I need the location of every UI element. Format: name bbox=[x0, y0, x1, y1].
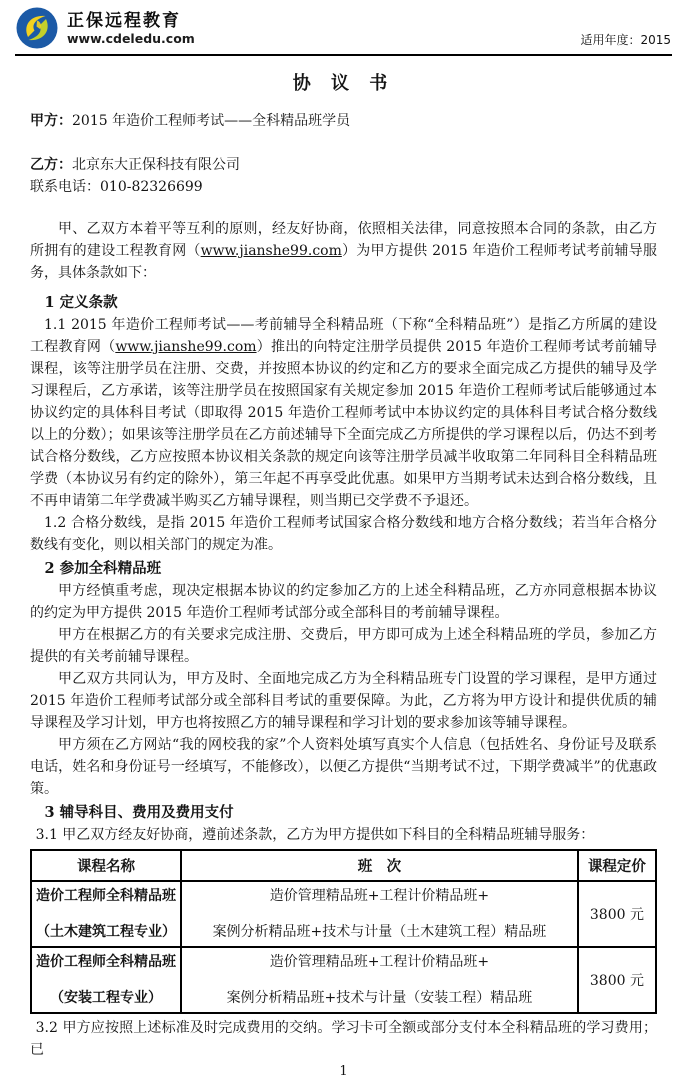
fee-table bbox=[30, 849, 657, 1014]
brand-url: www.cdeledu.com bbox=[67, 30, 195, 46]
column-header-course: 课程名称 bbox=[31, 850, 181, 881]
party-a-value: 2015 年造价工程师考试——全科精品班学员 bbox=[72, 113, 351, 129]
class-detail-line2: 案例分析精品班+技术与计量（安装工程）精品班 bbox=[226, 990, 533, 1006]
brand-block bbox=[16, 7, 195, 49]
table-row bbox=[31, 947, 656, 1013]
party-b-value: 北京东大正保科技有限公司 bbox=[72, 157, 240, 173]
clause-1-1 bbox=[30, 314, 657, 512]
column-header-class: 班 次 bbox=[181, 850, 578, 881]
page-header bbox=[15, 7, 672, 56]
class-detail-line1: 造价管理精品班+工程计价精品班+ bbox=[269, 954, 490, 970]
course-name-line2: （安装工程专业） bbox=[50, 990, 162, 1006]
clause-1-1-text-after: ）推出的向特定注册学员提供 2015 年造价工程师考试考前辅导课程，该等注册学员在注册、交费，并按照本协议的约定和乙方的要求全面完成乙方提供的辅导及学习课程后，乙方承诺，该等注册学员在按照国家有关规定参加 2015 年造价工程师考试后能够通过本协议约定的具体科目考试（即取得 2015 年造价工程师考试中本协议约定的具体科目考试合格分数线以上的分数）；如果该等注册学员在乙方前述辅导下全面完成乙方所提供的学习课程以后，仍达不到考试合格分数线，乙方应按照本协议相关条款的规定向该等注册学员减半收取第二年同科目全科精品班学费（本协议另有约定的除外），第三年起不再享受此优惠。如果甲方当期考试未达到合格分数线，且不再申请第二年学费减半购买乙方辅导课程，则当期已交学费不予退还。 bbox=[30, 339, 658, 509]
party-a-line bbox=[30, 110, 657, 132]
section-3-heading: 3 辅导科目、费用及费用支付 bbox=[44, 804, 234, 821]
table-row bbox=[31, 881, 656, 947]
phone-value: 010-82326699 bbox=[100, 179, 203, 195]
jianshe99-link-2[interactable]: www.jianshe99.com bbox=[115, 339, 257, 355]
clause-1-1-text-before: 1.1 2015 年造价工程师考试——考前辅导全科精品班（下称“全科精品班”）是指乙方所属的建设工程教育网（ bbox=[30, 317, 657, 355]
class-detail-line1: 造价管理精品班+工程计价精品班+ bbox=[269, 888, 490, 904]
class-detail-line2: 案例分析精品班+技术与计量（土木建筑工程）精品班 bbox=[212, 924, 547, 940]
brand-logo-icon bbox=[16, 7, 58, 49]
party-a-label: 甲方： bbox=[30, 113, 72, 129]
section-2-paragraph-4: 甲方须在乙方网站“我的网校我的家”个人资料处填写真实个人信息（包括姓名、身份证号及联系电话，姓名和身份证号一经填写，不能修改），以便乙方提供“当期考试不过，下期学费减半”的优惠政策。 bbox=[30, 737, 657, 797]
intro-text-after: ）为甲方提供 2015 年造价工程师考试考前辅导服务，具体条款如下： bbox=[30, 243, 658, 281]
contact-phone-line bbox=[30, 176, 657, 198]
course-name-line1: 造价工程师全科精品班 bbox=[36, 888, 176, 904]
jianshe99-link[interactable]: www.jianshe99.com bbox=[200, 243, 342, 259]
intro-text-before: 甲、乙双方本着平等互利的原则，经友好协商，依照相关法律，同意按照本合同的条款，由乙方所拥有的建设工程教育网（ bbox=[30, 221, 657, 259]
section-2-paragraph-1: 甲方经慎重考虑，现决定根据本协议的约定参加乙方的上述全科精品班，乙方亦同意根据本协议的约定为甲方提供 2015 年造价工程师考试部分或全部科目的考前辅导课程。 bbox=[30, 583, 657, 621]
page-title: 协 议 书 bbox=[292, 73, 395, 94]
intro-paragraph bbox=[30, 218, 657, 284]
course-price: 3800 元 bbox=[578, 881, 656, 947]
party-b-line bbox=[30, 154, 657, 176]
section-2-paragraph-2: 甲方在根据乙方的有关要求完成注册、交费后，甲方即可成为上述全科精品班的学员，参加乙方提供的有关考前辅导课程。 bbox=[30, 627, 657, 665]
brand-name: 正保远程教育 bbox=[67, 10, 181, 31]
party-b-label: 乙方： bbox=[30, 157, 72, 173]
clause-3-1: 3.1 甲乙双方经友好协商，遵前述条款，乙方为甲方提供如下科目的全科精品班辅导服务： bbox=[35, 827, 595, 843]
fee-table-header-row bbox=[31, 850, 656, 881]
course-name-line1: 造价工程师全科精品班 bbox=[36, 954, 176, 970]
course-price: 3800 元 bbox=[578, 947, 656, 1013]
clause-1-2: 1.2 合格分数线，是指 2015 年造价工程师考试国家合格分数线和地方合格分数线；若当年合格分数线有变化，则以相关部门的规定为准。 bbox=[30, 515, 657, 553]
column-header-price: 课程定价 bbox=[578, 850, 656, 881]
phone-label: 联系电话： bbox=[30, 179, 100, 195]
document-body bbox=[0, 71, 687, 1081]
course-name-line2: （土木建筑工程专业） bbox=[36, 924, 176, 940]
applicable-year-label: 适用年度：2015 bbox=[580, 33, 671, 47]
page-number: 1 bbox=[339, 1064, 348, 1079]
section-1-heading: 1 定义条款 bbox=[44, 294, 118, 311]
section-2-paragraph-3: 甲乙双方共同认为，甲方及时、全面地完成乙方为全科精品班专门设置的学习课程，是甲方通过 2015 年造价工程师考试部分或全部科目考试的重要保障。为此，乙方将为甲方设计和提供优质的辅导课程及学习计划，甲方也将按照乙方的辅导课程和学习计划的要求参加该等辅导课程。 bbox=[30, 671, 657, 731]
section-2-heading: 2 参加全科精品班 bbox=[44, 560, 162, 577]
clause-3-2: 3.2 甲方应按照上述标准及时完成费用的交纳。学习卡可全额或部分支付本全科精品班的学习费用；已 bbox=[30, 1020, 657, 1058]
